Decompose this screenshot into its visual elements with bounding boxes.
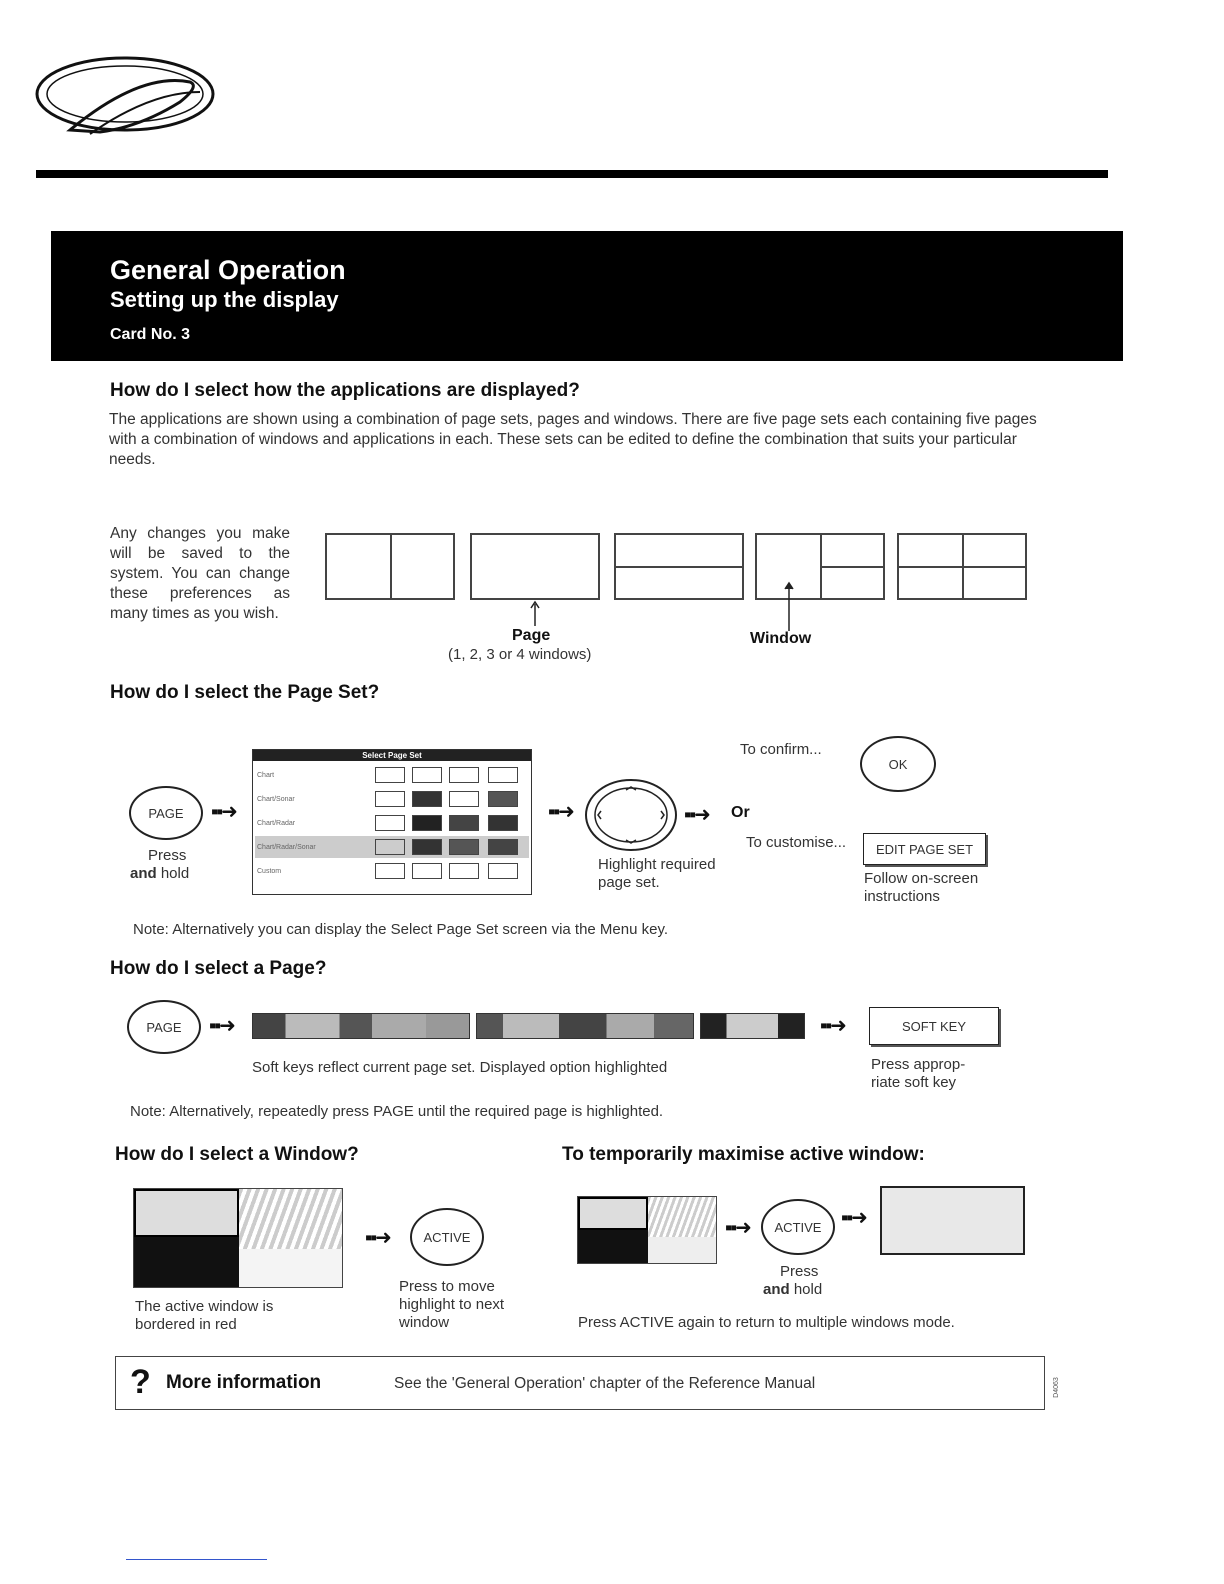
card-number: Card No. 3 <box>110 326 191 343</box>
soft-key-button[interactable]: SOFT KEY <box>869 1007 999 1045</box>
multi-window-screen <box>133 1188 343 1288</box>
arrow-icon: ▪▪➜ <box>820 1015 845 1037</box>
more-info-text: See the 'General Operation' chapter of the Reference Manual <box>394 1375 816 1392</box>
highlight-label: Highlight required page set. <box>598 856 716 891</box>
section5-heading: To temporarily maximise active window: <box>562 1144 925 1165</box>
and-hold-label: and hold <box>130 865 190 882</box>
active-button[interactable]: ACTIVE <box>761 1199 835 1255</box>
brand-logo <box>30 52 220 147</box>
section2-note: Note: Alternatively you can display the Select Page Set screen via the Menu key. <box>133 921 669 938</box>
section1-body: The applications are shown using a combination of page sets, pages and windows. There are five page sets each containing five pages with a combination of windows and applications in each. These sets can be edited to define the combination that suits your particular needs. <box>109 411 1037 468</box>
section3-heading: How do I select a Page? <box>110 958 327 979</box>
arrow-icon: ▪▪➜ <box>841 1207 866 1229</box>
follow-instructions: Follow on-screen instructions <box>864 870 979 905</box>
window-pointer-arrow <box>782 581 796 631</box>
layout-two-vertical <box>325 533 455 600</box>
soft-key-strip <box>252 1013 470 1039</box>
window-label: Window <box>750 630 812 647</box>
multi-window-screen <box>577 1196 717 1264</box>
side-note: Any changes you make will be saved to the system. You can change these preferences as many times as you wish. <box>110 525 290 622</box>
page-label: Page <box>512 627 551 644</box>
page-button[interactable]: PAGE <box>129 786 203 840</box>
layout-single <box>470 533 600 600</box>
layout-four <box>897 533 1027 600</box>
page-sub-label: (1, 2, 3 or 4 windows) <box>448 646 592 663</box>
arrow-icon: ▪▪➜ <box>209 1015 234 1037</box>
title-banner <box>51 231 1123 361</box>
page-pointer-arrow <box>528 600 542 626</box>
footer-link-line <box>126 1559 267 1560</box>
section5-note: Press ACTIVE again to return to multiple windows mode. <box>578 1314 955 1331</box>
press-label: Press <box>780 1263 819 1280</box>
pageset-row[interactable]: Custom <box>255 860 529 882</box>
pageset-row-selected[interactable]: Chart/Radar/Sonar <box>255 836 529 858</box>
arrow-icon: ▪▪➜ <box>548 801 573 823</box>
arrow-icon: ▪▪➜ <box>211 801 236 823</box>
soft-keys-caption: Soft keys reflect current page set. Displayed option highlighted <box>252 1059 668 1076</box>
edit-page-set-button[interactable]: EDIT PAGE SET <box>863 833 986 865</box>
section2-heading: How do I select the Page Set? <box>110 682 380 703</box>
page-title: General Operation <box>110 255 346 285</box>
arrow-icon: ▪▪➜ <box>684 804 709 826</box>
pageset-row[interactable]: Chart/Sonar <box>255 788 529 810</box>
more-info-label: More information <box>166 1372 322 1393</box>
active-button[interactable]: ACTIVE <box>410 1208 484 1266</box>
pageset-row[interactable]: Chart <box>255 764 529 786</box>
page-subtitle: Setting up the display <box>110 287 339 312</box>
header-rule <box>36 170 1108 178</box>
section1-heading: How do I select how the applications are displayed? <box>110 380 580 401</box>
soft-key-strip-highlighted <box>700 1013 805 1039</box>
dialog-title: Select Page Set <box>253 750 531 761</box>
maximised-window-screen <box>880 1186 1025 1255</box>
ok-button[interactable]: OK <box>860 736 936 792</box>
section3-note: Note: Alternatively, repeatedly press PAGE until the required page is highlighted. <box>130 1103 664 1120</box>
pageset-row[interactable]: Chart/Radar <box>255 812 529 834</box>
to-customise-label: To customise... <box>746 834 847 851</box>
arrow-icon: ▪▪➜ <box>725 1217 750 1239</box>
more-information-box <box>115 1356 1045 1410</box>
trackpad-icon[interactable] <box>584 778 678 852</box>
arrow-icon: ▪▪➜ <box>365 1227 390 1249</box>
section4-heading: How do I select a Window? <box>115 1144 359 1165</box>
or-label: Or <box>731 804 750 821</box>
soft-key-strip <box>476 1013 694 1039</box>
select-page-set-dialog <box>252 749 532 895</box>
press-soft-key-label: Press approp-riate soft key <box>871 1056 966 1091</box>
press-move-label: Press to move highlight to next window <box>399 1278 505 1331</box>
layout-three <box>755 533 885 600</box>
layout-two-horizontal <box>614 533 744 600</box>
to-confirm-label: To confirm... <box>740 741 822 758</box>
and-hold-label: and hold <box>763 1281 823 1298</box>
press-label: Press <box>148 847 187 864</box>
active-window-caption: The active window is bordered in red <box>135 1298 274 1333</box>
document-code: D4063 <box>1052 1377 1060 1398</box>
page-button[interactable]: PAGE <box>127 1000 201 1054</box>
question-icon: ? <box>130 1363 151 1401</box>
